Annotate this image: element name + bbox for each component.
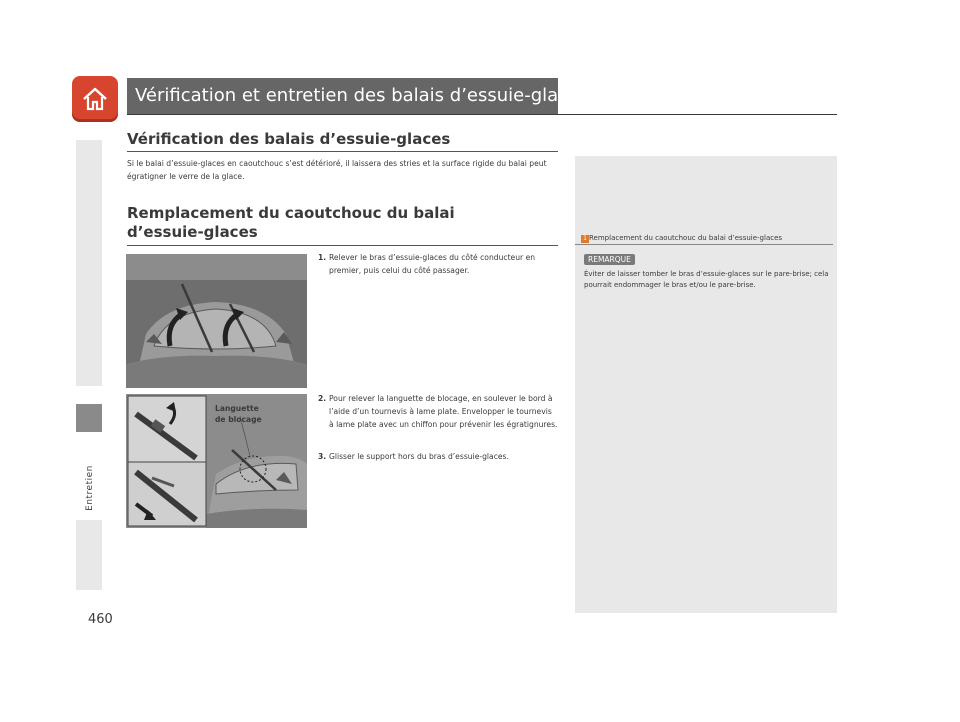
side-tab-active[interactable] — [76, 404, 102, 432]
callout-line: Languette — [215, 404, 259, 413]
section-paragraph: Si le balai d’essuie-glaces en caoutchouc s’est détérioré, il laissera des stries et la surface rigide du balai peut égratigner le verre de la glace. — [127, 159, 547, 181]
note-heading-row — [575, 234, 833, 245]
section-heading-check: Vérification des balais d’essuie-glaces — [127, 130, 451, 148]
step-number: 3. — [318, 452, 327, 461]
page-title: Vérification et entretien des balais d’essuie-glaces — [135, 85, 589, 106]
note-body: Éviter de laisser tomber le bras d’essuie-glaces sur le pare-brise; cela pourrait endommager le bras et/ou le pare-brise. — [584, 270, 829, 289]
step-number: 1. — [318, 253, 327, 262]
step-text: Glisser le support hors du bras d’essuie-glaces. — [329, 452, 509, 461]
title-divider — [127, 114, 837, 115]
page-number: 460 — [88, 612, 113, 627]
locking-tab-callout — [215, 403, 262, 425]
side-tab[interactable] — [76, 140, 102, 386]
wiper-raise-illustration — [126, 254, 307, 388]
section-heading-replace: Remplacement du caoutchouc du balai d’essuie-glaces — [127, 204, 455, 241]
home-button[interactable] — [72, 76, 118, 122]
note-panel — [575, 156, 837, 613]
step-text: Pour relever la languette de blocage, en soulever le bord à l’aide d’un tournevis à lame plate. Envelopper le tournevis à lame plate avec un chiffon pour prévenir les égratignures. — [329, 394, 558, 429]
note-heading: Remplacement du caoutchouc du balai d’essuie-glaces — [589, 234, 783, 242]
step-text: Relever le bras d’essuie-glaces du côté conducteur en premier, puis celui du côté passager. — [329, 253, 536, 275]
note-reference-icon[interactable]: 1 — [581, 235, 589, 243]
page-title-band — [127, 78, 589, 114]
step-number: 2. — [318, 394, 327, 403]
side-tab[interactable] — [76, 520, 102, 590]
heading-divider — [127, 151, 558, 152]
heading-divider — [127, 245, 558, 246]
home-icon — [80, 84, 110, 114]
remarque-badge: REMARQUE — [584, 254, 635, 265]
side-section-label[interactable]: Entretien — [85, 465, 95, 511]
callout-line: de blocage — [215, 415, 262, 424]
